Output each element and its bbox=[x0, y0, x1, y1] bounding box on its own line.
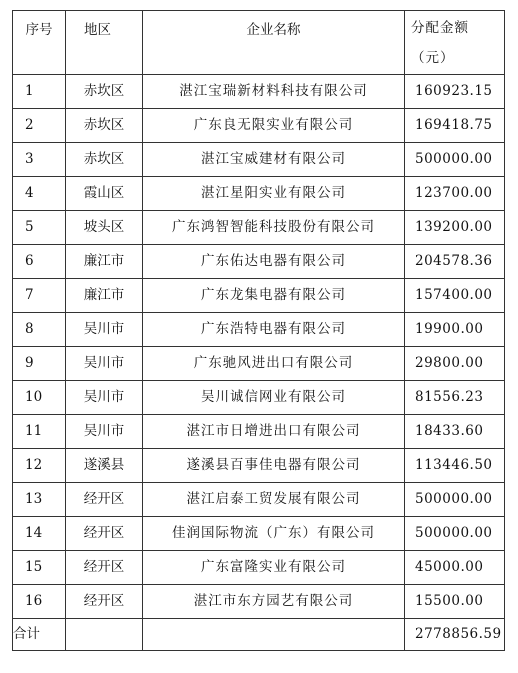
row-number: 7 bbox=[13, 279, 66, 313]
table-body bbox=[13, 75, 505, 619]
row-company-name: 吴川诚信网业有限公司 bbox=[143, 381, 405, 415]
row-amount: 139200.00 bbox=[405, 211, 505, 245]
table-row bbox=[13, 449, 505, 483]
row-number: 2 bbox=[13, 109, 66, 143]
table-row bbox=[13, 585, 505, 619]
row-company-name: 广东龙集电器有限公司 bbox=[143, 279, 405, 313]
row-company-name: 湛江宝威建材有限公司 bbox=[143, 143, 405, 177]
row-company-name: 广东浩特电器有限公司 bbox=[143, 313, 405, 347]
table-row bbox=[13, 143, 505, 177]
row-number: 1 bbox=[13, 75, 66, 109]
row-area: 吴川市 bbox=[66, 313, 143, 347]
row-amount: 123700.00 bbox=[405, 177, 505, 211]
row-number: 9 bbox=[13, 347, 66, 381]
row-company-name: 广东驰风进出口有限公司 bbox=[143, 347, 405, 381]
row-amount: 113446.50 bbox=[405, 449, 505, 483]
row-company-name: 湛江启泰工贸发展有限公司 bbox=[143, 483, 405, 517]
row-number: 8 bbox=[13, 313, 66, 347]
total-label: 合计 bbox=[13, 619, 66, 651]
row-company-name: 广东良无限实业有限公司 bbox=[143, 109, 405, 143]
row-company-name: 佳润国际物流（广东）有限公司 bbox=[143, 517, 405, 551]
row-company-name: 遂溪县百事佳电器有限公司 bbox=[143, 449, 405, 483]
row-area: 经开区 bbox=[66, 517, 143, 551]
row-company-name: 湛江宝瑞新材料科技有限公司 bbox=[143, 75, 405, 109]
total-amount: 2778856.59 bbox=[405, 619, 505, 651]
allocation-table bbox=[12, 10, 505, 651]
table-row bbox=[13, 313, 505, 347]
row-amount: 45000.00 bbox=[405, 551, 505, 585]
row-area: 坡头区 bbox=[66, 211, 143, 245]
table-row bbox=[13, 211, 505, 245]
row-area: 吴川市 bbox=[66, 381, 143, 415]
row-area: 廉江市 bbox=[66, 245, 143, 279]
row-number: 12 bbox=[13, 449, 66, 483]
row-company-name: 湛江市东方园艺有限公司 bbox=[143, 585, 405, 619]
row-amount: 18433.60 bbox=[405, 415, 505, 449]
table-row bbox=[13, 75, 505, 109]
row-number: 11 bbox=[13, 415, 66, 449]
row-company-name: 湛江市日增进出口有限公司 bbox=[143, 415, 405, 449]
total-area-empty bbox=[66, 619, 143, 651]
row-area: 经开区 bbox=[66, 551, 143, 585]
row-company-name: 湛江星阳实业有限公司 bbox=[143, 177, 405, 211]
row-amount: 500000.00 bbox=[405, 517, 505, 551]
row-amount: 500000.00 bbox=[405, 143, 505, 177]
row-amount: 29800.00 bbox=[405, 347, 505, 381]
table-row bbox=[13, 245, 505, 279]
row-number: 10 bbox=[13, 381, 66, 415]
row-company-name: 广东富隆实业有限公司 bbox=[143, 551, 405, 585]
row-area: 廉江市 bbox=[66, 279, 143, 313]
row-number: 15 bbox=[13, 551, 66, 585]
row-amount: 157400.00 bbox=[405, 279, 505, 313]
row-amount: 15500.00 bbox=[405, 585, 505, 619]
row-number: 5 bbox=[13, 211, 66, 245]
table-row bbox=[13, 381, 505, 415]
row-area: 经开区 bbox=[66, 483, 143, 517]
table-row bbox=[13, 347, 505, 381]
row-number: 13 bbox=[13, 483, 66, 517]
total-name-empty bbox=[143, 619, 405, 651]
table-row bbox=[13, 177, 505, 211]
row-amount: 169418.75 bbox=[405, 109, 505, 143]
table-row bbox=[13, 517, 505, 551]
row-amount: 204578.36 bbox=[405, 245, 505, 279]
row-area: 赤坎区 bbox=[66, 143, 143, 177]
header-row bbox=[13, 11, 505, 75]
row-area: 吴川市 bbox=[66, 415, 143, 449]
row-company-name: 广东鸿智智能科技股份有限公司 bbox=[143, 211, 405, 245]
header-company-name: 企业名称 bbox=[143, 11, 405, 75]
table-row bbox=[13, 415, 505, 449]
header-no: 序号 bbox=[13, 11, 66, 75]
row-number: 3 bbox=[13, 143, 66, 177]
row-number: 14 bbox=[13, 517, 66, 551]
header-area: 地区 bbox=[66, 11, 143, 75]
table-row bbox=[13, 551, 505, 585]
row-area: 经开区 bbox=[66, 585, 143, 619]
table-row bbox=[13, 279, 505, 313]
row-company-name: 广东佑达电器有限公司 bbox=[143, 245, 405, 279]
row-number: 4 bbox=[13, 177, 66, 211]
table-footer bbox=[13, 619, 505, 651]
row-area: 吴川市 bbox=[66, 347, 143, 381]
row-amount: 19900.00 bbox=[405, 313, 505, 347]
allocation-table-container bbox=[12, 10, 505, 651]
row-number: 16 bbox=[13, 585, 66, 619]
row-area: 霞山区 bbox=[66, 177, 143, 211]
table-row bbox=[13, 483, 505, 517]
total-row bbox=[13, 619, 505, 651]
row-area: 赤坎区 bbox=[66, 109, 143, 143]
row-area: 遂溪县 bbox=[66, 449, 143, 483]
row-amount: 500000.00 bbox=[405, 483, 505, 517]
row-amount: 160923.15 bbox=[405, 75, 505, 109]
row-number: 6 bbox=[13, 245, 66, 279]
table-row bbox=[13, 109, 505, 143]
row-area: 赤坎区 bbox=[66, 75, 143, 109]
row-amount: 81556.23 bbox=[405, 381, 505, 415]
header-amount: 分配金额（元） bbox=[405, 11, 505, 75]
table-header bbox=[13, 11, 505, 75]
